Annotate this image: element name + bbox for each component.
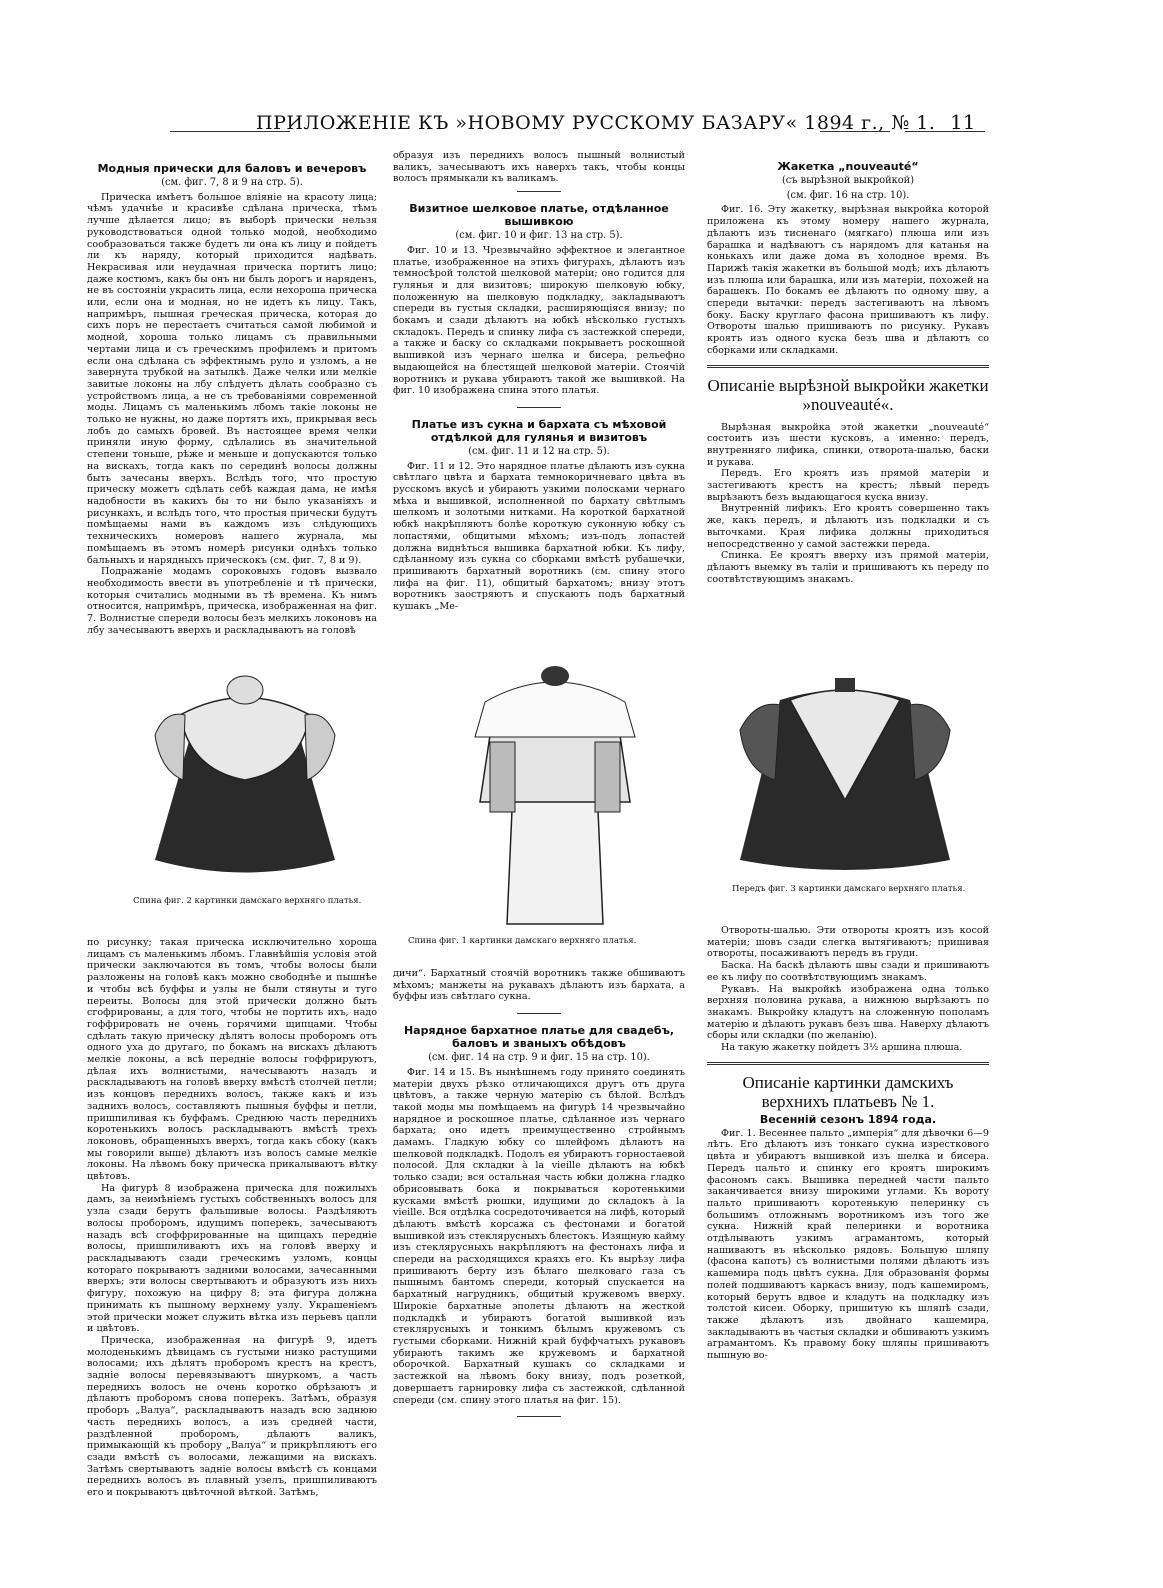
caption-fig1: Спина фиг. 1 картинки дамскаго верхняго платья. <box>408 936 637 946</box>
paragraph: Фиг. 1. Весеннее пальто „имперія“ для дѣвочки 6—9 лѣтъ. Его дѣлаютъ изъ тонкаго сукна изресткового цвѣта и убираютъ вышивкой изъ шелка и бисера. Передъ пальто и спинку его кроятъ широкимъ фасономъ сакъ. Вышивка передней части пальто заканчивается внизу широкими углами. Къ вороту пальто пришиваютъ коротенькую пелеринку съ большимъ отложнымъ воротникомъ изъ того же сукна. Нижній край пелеринки и воротника отдѣлываютъ узкимъ аграмантомъ, который нашиваютъ въ нѣсколько рядовъ. Большую шляпу (фасона капотъ) съ волнистыми полями дѣлаютъ изъ кашемира подъ цвѣтъ сукна. Для образованія формы полей подшиваютъ каркасъ внизу, подъ кашемиромъ, который берутъ вдвое и кладутъ на подкладку изъ толстой кисеи. Оборку, пришитую къ шляпѣ сзади, также дѣлаютъ изъ двойнаго кашемира, закладываютъ въ частыя складки и обшиваютъ узкимъ аграмантомъ. Къ правому боку шляпы пришиваютъ пышную во- <box>707 1127 989 1362</box>
paragraph: На такую жакетку пойдетъ 3½ аршина плюша. <box>721 1042 963 1054</box>
paragraph: дичи“. Бархатный стоячій воротникъ также обшиваютъ мѣхомъ; манжеты на рукавахъ дѣлаютъ изъ бархата, а буффы изъ свѣтлаго сукна. <box>393 968 685 1003</box>
paragraph: Фиг. 11 и 12. Это нарядное платье дѣлаютъ изъ сукна свѣтлаго цвѣта и бархата темнокоричневаго цвѣта въ русскомъ вкусѣ и убираютъ узкими полосками чернаго мѣха и вышивкой, исполненной по бархату свѣтлымъ шелкомъ и золотыми нитками. На короткой бархатной юбкѣ накрѣпляютъ болѣе короткую суконную юбку съ лопастями, общитыми мѣхомъ; изъ-подъ лопастей должна виднѣться вышивка бархатной юбки. Къ лифу, сдѣланному изъ сукна со сборками вмѣстѣ рубашечки, пришиваютъ бархатный воротникъ (см. спину этого лифа на фиг. 11), общитый бархатомъ; внизу этотъ воротникъ заостряютъ и спускаютъ подъ бархатный кушакъ „Ме- <box>393 460 685 613</box>
article-sub: (съ вырѣзной выкройкой) <box>781 175 915 186</box>
separator <box>517 407 561 408</box>
article-heading-hairstyles: Модныя прически для баловъ и вечеровъ <box>97 162 367 175</box>
column-2-bottom <box>393 968 685 1427</box>
paragraph: Отвороты-шалью. Эти отвороты кроятъ изъ косой матеріи; шовъ сзади слегка вытягиваютъ; пришивая отвороты, посаживаютъ передъ въ груди. <box>707 925 989 960</box>
double-rule <box>707 1062 989 1065</box>
header-rule-right <box>820 131 890 132</box>
separator <box>517 191 561 192</box>
article-heading-cloth-dress: Платье изъ сукна и бархата съ мѣховой отдѣлкой для гулянья и визитовъ <box>411 417 667 444</box>
article-subheading-season: Весенній сезонъ 1894 года. <box>759 1112 937 1126</box>
paragraph: Прическа, изображенная на фигурѣ 9, идетъ молоденькимъ дѣвицамъ съ густыми низко растущими волосами; ихъ дѣлятъ проборомъ крестъ на крестъ, задніе волосы перевязываютъ шнуркомъ, а часть переднихъ волосъ не очень коротко обрѣзаютъ и дѣлаютъ проборомъ снова поперекъ. Затѣмъ, образуя проборъ „Валуа“, раскладываютъ назадъ всю заднюю часть переднихъ волосъ, а изъ средней части, раздѣленной проборомъ, дѣлаютъ валикъ, примыкающій къ пробору „Валуа“ и прикрѣпляютъ его сзади вмѣстѣ съ волосами, лежащими на вискахъ. Затѣмъ свертываютъ задніе волосы вмѣстѣ съ концами переднихъ волосъ въ плавный узелъ, пришпиливаютъ его и покрываютъ цвѣточной вѣткой. Затѣмъ, <box>87 1334 377 1499</box>
article-heading-jacket: Жакетка „nouveauté“ <box>777 160 919 173</box>
page-number: 11 <box>950 110 976 134</box>
article-ref: (см. фиг. 7, 8 и 9 на стр. 5). <box>161 177 303 188</box>
paragraph: Передъ. Его кроятъ изъ прямой матеріи и застегиваютъ крестъ на крестъ; лѣвый передъ вырѣзаютъ безъ выдающагося куска внизу. <box>707 468 989 503</box>
column-1-bottom <box>87 937 377 1499</box>
paragraph: Подражаніе модамъ сороковыхъ годовъ вызвало необходимость ввести въ употребленіе и тѣ прически, которыя считались модными въ тѣ времена. Къ нимъ относится, напримѣръ, прическа, изображенная на фиг. 7. Волнистые спереди волосы безъ мелкихъ локоновъ на лбу зачесываютъ вверхъ и раскладываютъ на головѣ <box>87 566 377 636</box>
paragraph: по рисунку; такая прическа исключительно хороша лицамъ съ маленькимъ лбомъ. Главнѣйшія условія этой прически заключаются въ томъ, чтобы волосы были разложены на головѣ какъ можно свободнѣе и пышнѣе и чтобы всѣ буффы и узлы не были стянуты и туго переиты. Волосы для этой прически должно быть сгофрированы, а для того, чтобы не портить ихъ, надо гоффрировать не очень горячими щипцами. Чтобы сдѣлать такую прическу дѣлятъ волосы проборомъ отъ одного уха до другаго, по бокамъ на вискахъ дѣлаютъ мелкіе локоны, а всѣ передніе волосы гоффрируютъ, дѣлая ихъ волнистыми, начесываютъ назадъ и раскладываютъ на головѣ вверху вмѣстѣ столчей петли; изъ концовъ переднихъ волосъ, также какъ и изъ заднихъ волосъ, составляютъ пышныя буффы и петли, пришпиливая къ буффамъ. Среднюю часть переднихъ коротенькихъ волосъ раскладываютъ вмѣстѣ трехъ локоновъ, обращенныхъ вверхъ, тогда какъ сбоку (какъ мы говорили выше) дѣлаютъ изъ волосъ самые мелкіе локоны. На лѣвомъ боку прическа прикалываютъ вѣтку цвѣтовъ. <box>87 937 377 1183</box>
article-ref: (см. фиг. 14 на стр. 9 и фиг. 15 на стр. 10). <box>428 1052 650 1064</box>
paragraph: Рукавъ. На выкройкѣ изображена одна только верхняя половина рукава, а нижнюю вырѣзаютъ по знакамъ. Выкройку кладутъ на сложенную пополамъ матерію и дѣлаютъ рукавъ безъ шва. Наверху дѣлаютъ сборы или складки (по желанію). <box>707 983 989 1042</box>
article-heading-picture-desc: Описаніе картинки дамскихъ верхнихъ платьевъ № 1. <box>742 1072 954 1111</box>
article-ref: (см. фиг. 10 и фиг. 13 на стр. 5). <box>455 230 623 242</box>
caption-fig3: Передъ фиг. 3 картинки дамскаго верхняго платья. <box>732 884 966 894</box>
double-rule <box>707 365 989 368</box>
caption-fig2: Спина фиг. 2 картинки дамскаго верхняго платья. <box>133 896 362 906</box>
paragraph: образуя изъ переднихъ волосъ пышный волнистый валикъ, зачесываютъ ихъ наверхъ такъ, чтобы концы волосъ прямыкали къ валикамъ. <box>393 150 685 185</box>
column-1-top <box>87 162 377 636</box>
article-heading-pattern: Описаніе вырѣзной выкройки жакетки »nouveauté«. <box>707 375 989 414</box>
paragraph: Прическа имѣетъ большое вліяніе на красоту лица; чѣмъ удачнѣе и красивѣе сдѣлана прическа, тѣмъ лучше дѣлается лицо; въ выборѣ прически нельзя руководствоваться одной только модой, необходимо сообразоваться также будетъ ли она къ лицу и пойдетъ ли къ наряду, который приходится надѣвать. Некрасивая или неудачная прическа портитъ лицо; даже костюмъ, какъ бы онъ ни былъ дорогъ и наряденъ, не въ состояніи украсить лица, если нехороша прическа или, если она и модная, но не идетъ къ лицу. Такъ, напримѣръ, пышная греческая прическа, которая до сихъ поръ не перестаетъ считаться самой любимой и модной, хороша только лицамъ съ правильными чертами лица и съ греческимъ профилемъ и притомъ если она сдѣлана съ эффектнымъ руло и узломъ, а не завернута трубкой на затылкѣ. Даже челки или мелкіе завитые локоны на лбу слѣдуетъ дѣлать сообразно съ устройствомъ лица, а не съ требованіями современной моды. Лицамъ съ маленькимъ лбомъ такіе локоны не только не нужны, но даже портятъ ихъ, прикрывая весь лобъ до самыхъ бровей. Въ настоящее время челки приняли иную форму, сдѣлались въ значительной степени тоньше, рѣже и меньше и допускаются только на вискахъ, тогда какъ по серединѣ волосы должны быть зачесаны вверхъ. Вслѣдъ того, что простую прическу можетъ сдѣлать себѣ каждая дама, не имѣя надобности въ какихъ бы то ни было указаніяхъ и рисункахъ, и вслѣдъ того, что простыя прически будутъ помѣщаемы нами въ каждомъ изъ слѣдующихъ техническихъ номеровъ нашего журнала, мы помѣщаемъ въ этомъ номерѣ рисунки однѣхъ только бальныхъ и нарядныхъ прическокъ (см. фиг. 7, 8 и 9). <box>87 191 377 566</box>
article-ref: (см. фиг. 11 и 12 на стр. 5). <box>468 445 610 457</box>
paragraph: Фиг. 16. Эту жакетку, вырѣзная выкройка которой приложена къ этому номеру нашего журнала, дѣлаютъ изъ тисненаго (мягкаго) плюша или изъ барашка и надѣваютъ съ нарядомъ для катанья на конькахъ или даже дома въ холодное время. Въ Парижѣ такія жакетки въ большой модѣ; ихъ дѣлаютъ изъ плюша или барашка, или изъ матеріи, похожей на барашекъ. По бокамъ ее дѣлаютъ по одному шву, а спереди вытачки: передъ застегиваютъ на лѣвомъ боку. Баску круглаго фасона пришиваютъ къ лифу. Отвороты шалью пришиваютъ по рисунку. Рукавъ кроятъ изъ одного куска безъ шва и дѣлаютъ со сборками или складками. <box>707 204 989 356</box>
header-rule-pagenum <box>905 131 985 132</box>
paragraph: Фиг. 10 и 13. Чрезвычайно эффектное и элегантное платье, изображенное на этихъ фигурахъ, дѣлаютъ изъ темносѣрой толстой шелковой матеріи; оно годится для гулянья и для визитовъ; широкую шелковую юбку, положенную на шелковую подкладку, закладываютъ спереди въ густыя складки, расширяющіяся внизу; по бокамъ и сзади дѣлаютъ на юбкѣ нѣсколько густыхъ складокъ. Передъ и спинку лифа съ застежкой спереди, а также и баску со складками покрываетъ роскошной вышивкой изъ чернаго шелка и бисера, рельефно выдающейся на блестящей шелковой матеріи. Стоячій воротникъ и рукава убираютъ такой же вышивкой. На фиг. 10 изображена спина этого платья. <box>393 244 685 397</box>
column-3-bottom <box>707 925 989 1362</box>
illustration-fig1-back <box>455 662 655 928</box>
paragraph: Внутренній лификъ. Его кроятъ совершенно такъ же, какъ передъ, и дѣлаютъ изъ подкладки и съ выточками. Края лифика должны приходиться непосредственно у самой застежки переда. <box>707 503 989 550</box>
column-2-top <box>393 150 685 613</box>
article-heading-visiting-dress: Визитное шелковое платье, отдѣланное вышивкою <box>409 202 669 229</box>
paragraph: Вырѣзная выкройка этой жакетки „nouveauté“ состоитъ изъ шести кусковъ, а именно: передъ, внутренняго лифика, спинки, отворота-шалью, баски и рукава. <box>707 421 989 468</box>
illustration-fig3-front <box>720 660 970 875</box>
separator <box>517 1013 561 1014</box>
paragraph: Баска. На баскѣ дѣлаютъ швы сзади и пришиваютъ ее къ лифу по соотвѣтствующимъ знакамъ. <box>707 960 989 983</box>
article-ref: (см. фиг. 16 на стр. 10). <box>786 189 910 201</box>
paragraph: Спинка. Ее кроятъ вверху изъ прямой матеріи, дѣлаютъ выемку въ таліи и пришиваютъ къ переду по соотвѣтствующимъ знакамъ. <box>707 550 989 585</box>
paragraph: На фигурѣ 8 изображена прическа для пожилыхъ дамъ, за неимѣніемъ густыхъ собственныхъ волосъ для узла сзади берутъ фальшивые волосы. Раздѣляютъ волосы проборомъ, идущимъ поперекъ, зачесываютъ назадъ всѣ сгоффрированные на щипцахъ передніе волосы, пришпиливаютъ ихъ на головѣ вверху и раскладываютъ сзади греческимъ узломъ, концы котораго покрываютъ задними волосами, зачесанными вверхъ; эти волосы свертываютъ и образуютъ изъ нихъ фигуру, похожую на цифру 8; эта фигура должна принимать къ пышному верхнему узлу. Украшеніемъ этой прически может служить вѣтка изъ перьевъ цапли и цвѣтовъ. <box>87 1182 377 1335</box>
header-rule-left <box>170 131 290 132</box>
article-heading-velvet-dress: Нарядное бархатное платье для свадебъ, баловъ и званыхъ обѣдовъ <box>403 1024 675 1051</box>
separator <box>517 1416 561 1417</box>
illustration-fig2-back <box>125 660 365 890</box>
paragraph: Фиг. 14 и 15. Въ нынѣшнемъ году принято соединять матеріи двухъ рѣзко отличающихся другъ отъ друга цвѣтовъ, а также черную матерію съ бѣлой. Вслѣдъ такой моды мы помѣщаемъ на фигурѣ 14 чрезвычайно нарядное и роскошное платье, сдѣланное изъ чернаго бархата; оно идетъ преимущественно стройнымъ дамамъ. Гладкую юбку со шлейфомъ дѣлаютъ на шелковой подкладкѣ. Подолъ ея убираютъ горностаевой полосой. Для складки à la vieille дѣлаютъ на юбкѣ только сзади; вся остальная часть юбки должна гладко обрисовывать бока и покрываться коротенькими кусками вмѣстѣ рюшки, идущими до складокъ à la vieille. Вся отдѣлка сосредоточивается на лифѣ, который дѣлаютъ вмѣстѣ корсажа съ фестонами и богатой вышивкой изъ стеклярусныхъ блестокъ. Изящную кайму изъ стеклярусныхъ накрѣпляютъ на фестонахъ лифа и спереди на расходящихся краяхъ его. Къ вырѣзу лифа пришиваютъ берту изъ бѣлаго шелковаго газа съ пышнымъ бантомъ спереди, который спускается на бархатный нагрудникъ, общитый кружевомъ вверху. Широкіе бархатные эполеты дѣлаютъ на жесткой подкладкѣ и убираютъ богатой вышивкой изъ стеклярусныхъ и тонкимъ бѣлымъ кружевомъ съ густыми сборками. Нижній край буффчатыхъ рукавовъ убираютъ такимъ же кружевомъ и бархатной оборочкой. Бархатный кушакъ со складками и застежкой на лѣвомъ боку внизу, подъ розеткой, довершаетъ гарнировку лифа съ застежкой, сдѣланной спереди (см. спину этого платья на фиг. 15). <box>393 1066 685 1406</box>
page-header-title: ПРИЛОЖЕНІЕ КЪ »НОВОМУ РУССКОМУ БАЗАРУ« 1894 г., № 1. <box>256 112 936 134</box>
column-3-top <box>707 160 989 585</box>
